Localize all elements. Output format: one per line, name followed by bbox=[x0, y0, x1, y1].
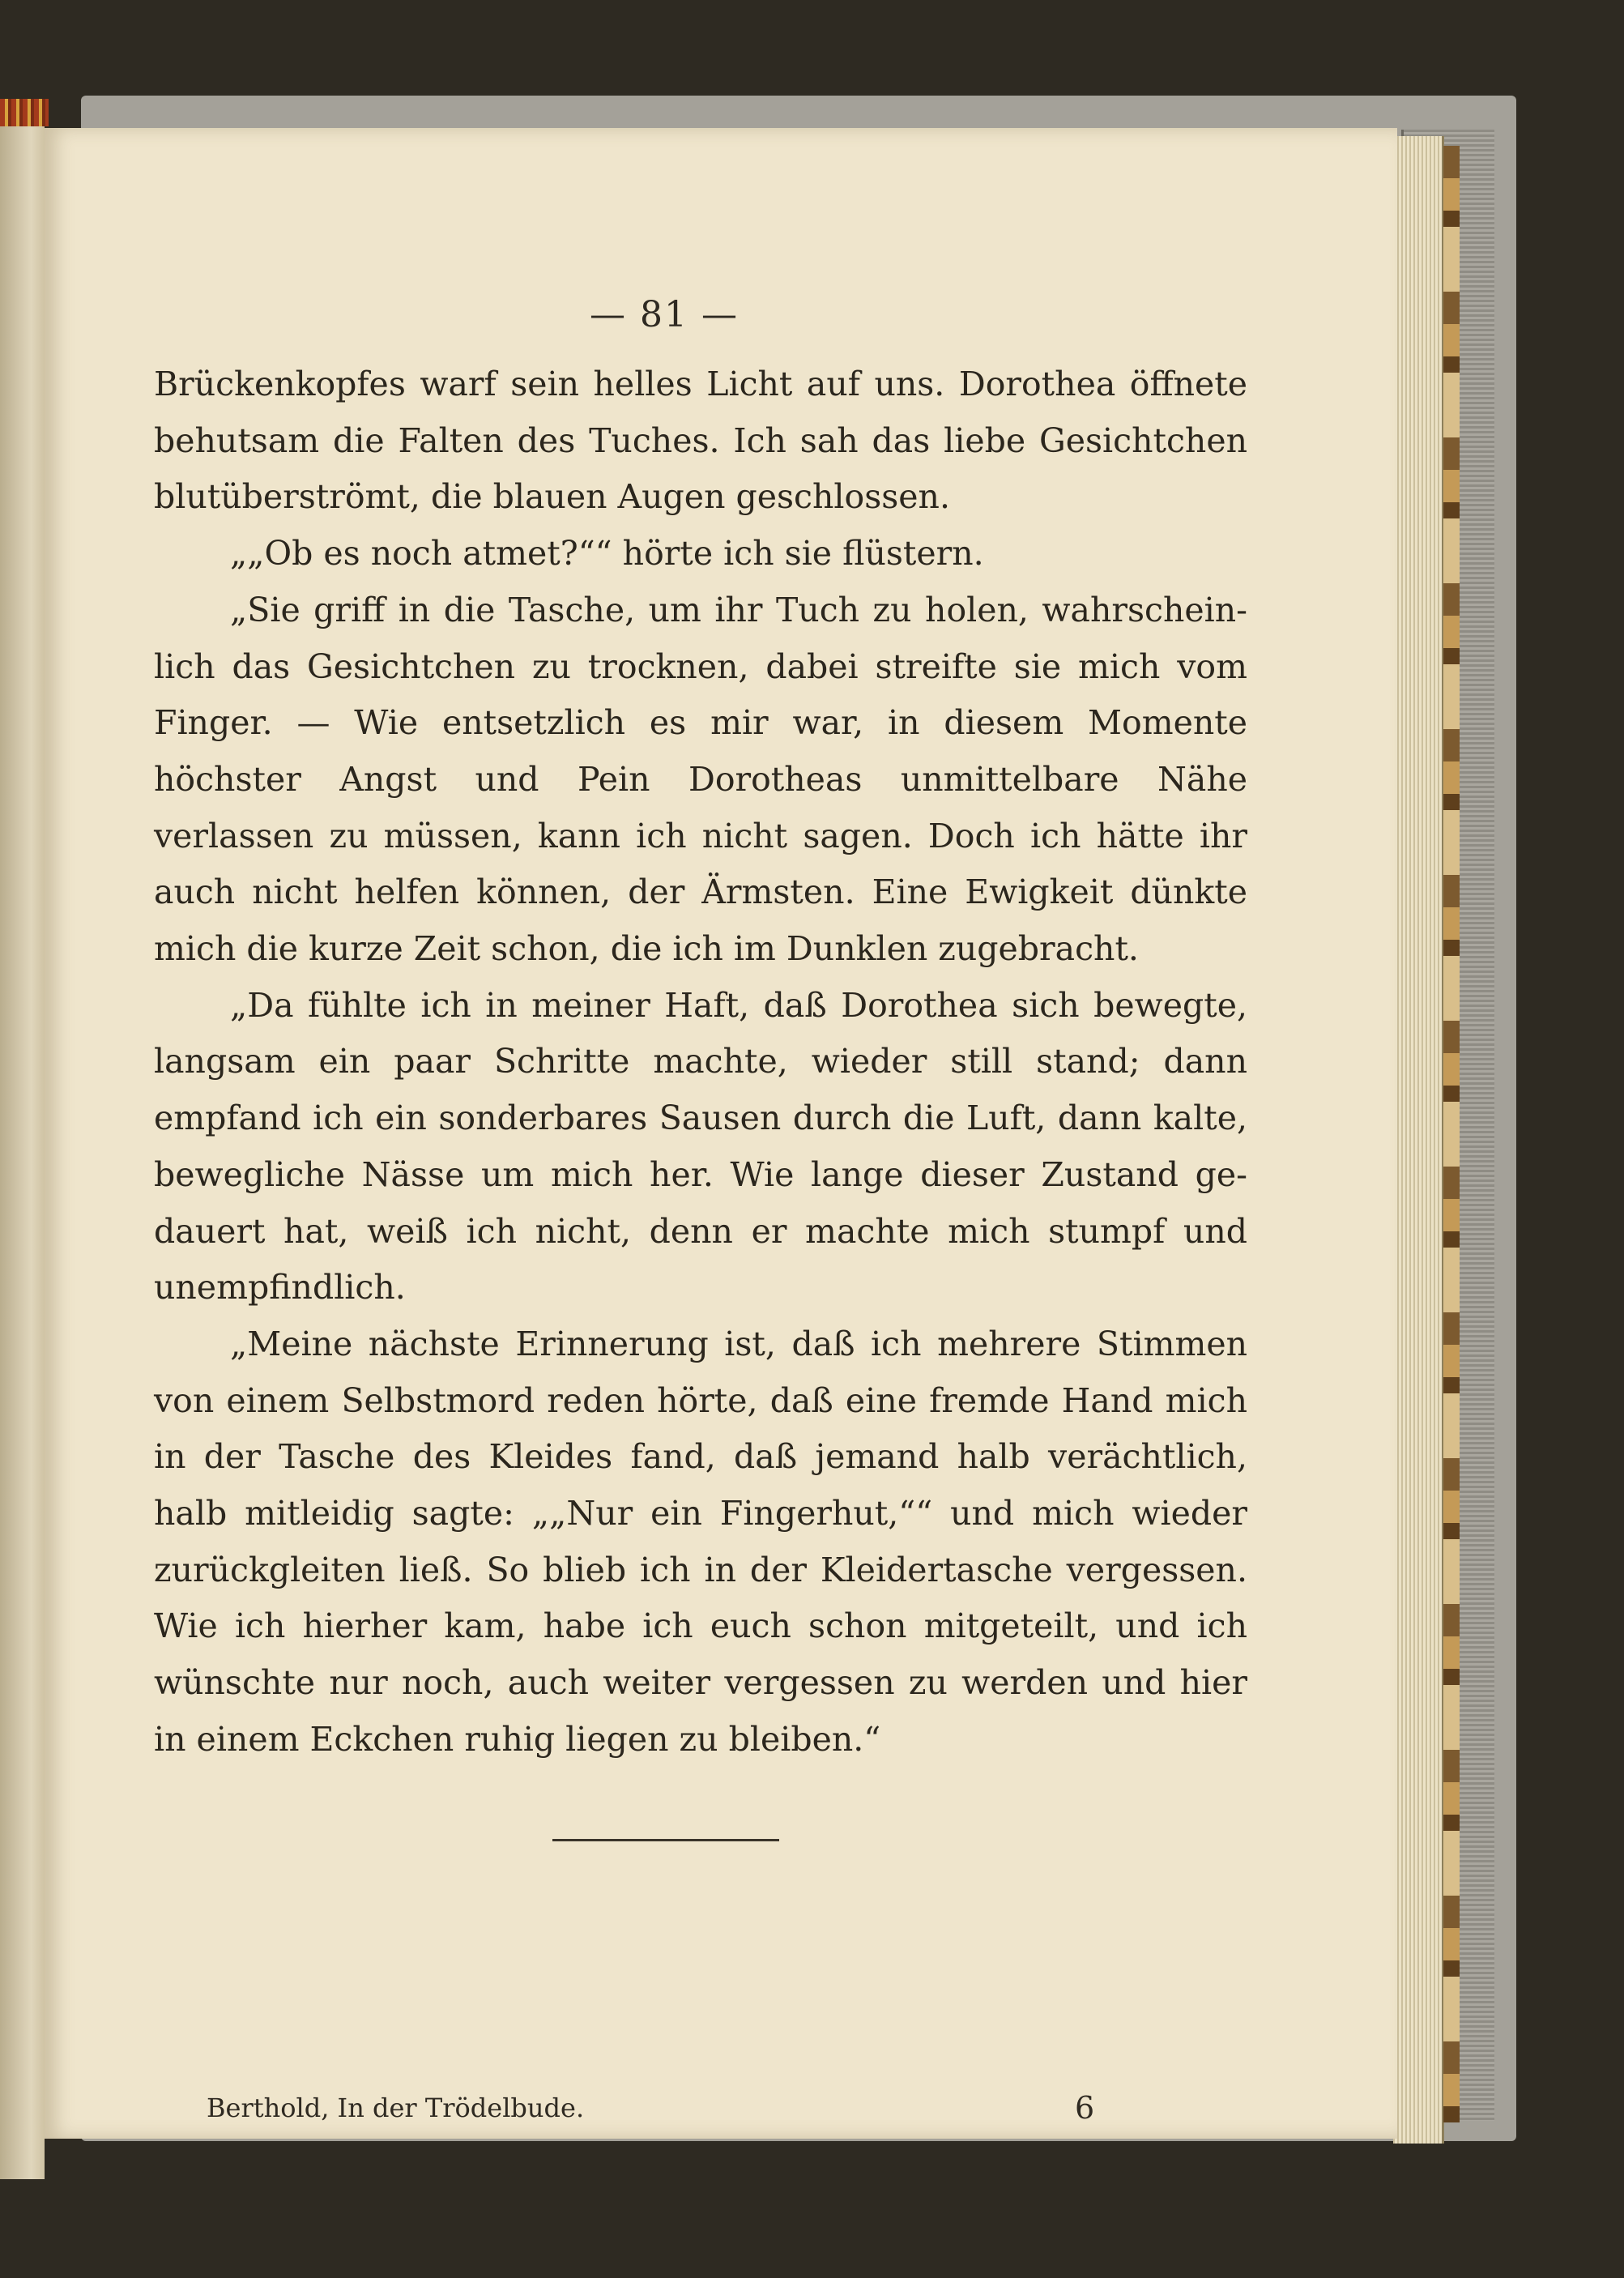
footer-book-title: Berthold, In der Trödelbude. bbox=[207, 2092, 585, 2123]
page-block-edges bbox=[1393, 136, 1444, 2144]
book-page bbox=[45, 128, 1397, 2139]
body-text bbox=[154, 356, 1247, 1768]
book-headband bbox=[0, 99, 49, 126]
paragraph: „Da fühlte ich in meiner Haft, daß Dorothea sich bewegte, langsam ein paar Schritte machte, wieder still stand; dann empfand ich ein sonderbares Sausen durch die Luft, dann kalte, bewegliche Nässe um mich her. Wie lange dieser Zustand ge-dauert hat, weiß ich nicht, denn er machte mich stumpf und unempfindlich. bbox=[154, 985, 1247, 1308]
paragraph: „Sie griff in die Tasche, um ihr Tuch zu holen, wahrschein-lich das Gesichtchen zu trocknen, dabei streifte sie mich vom Finger. — Wie entsetzlich es mir war, in diesem Momente höchster Angst und Pein Dorotheas unmittelbare Nähe verlassen zu müssen, kann ich nicht sagen. Doch ich hätte ihr auch nicht helfen können, der Ärmsten. Eine Ewigkeit dünkte mich die kurze Zeit schon, die ich im Dunklen zugebracht. bbox=[154, 590, 1247, 969]
page-number: — 81 — bbox=[590, 294, 739, 335]
paragraph: Brückenkopfes warf sein helles Licht auf uns. Dorothea öffnete behutsam die Falten des Tuches. Ich sah das liebe Gesichtchen blutüberströmt, die blauen Augen geschlossen. bbox=[154, 365, 1247, 517]
spine-decoration bbox=[1443, 146, 1460, 2122]
end-divider bbox=[552, 1839, 779, 1841]
footer-signature: 6 bbox=[1075, 2090, 1095, 2126]
paragraph: „Meine nächste Erinnerung ist, daß ich mehrere Stimmen von einem Selbstmord reden hörte, daß eine fremde Hand mich in der Tasche des Kleides fand, daß jemand halb verächtlich, halb mitleidig sagte: „„Nur ein Fingerhut,““ und mich wieder zurückgleiten ließ. So blieb ich in der Kleidertasche vergessen. Wie ich hierher kam, habe ich euch schon mitgeteilt, und ich wünschte nur noch, auch weiter vergessen zu werden und hier in einem Eckchen ruhig liegen zu bleiben.“ bbox=[154, 1324, 1247, 1759]
paragraph: „„Ob es noch atmet?““ hörte ich sie flüstern. bbox=[230, 534, 984, 574]
left-page-edge bbox=[0, 122, 45, 2179]
